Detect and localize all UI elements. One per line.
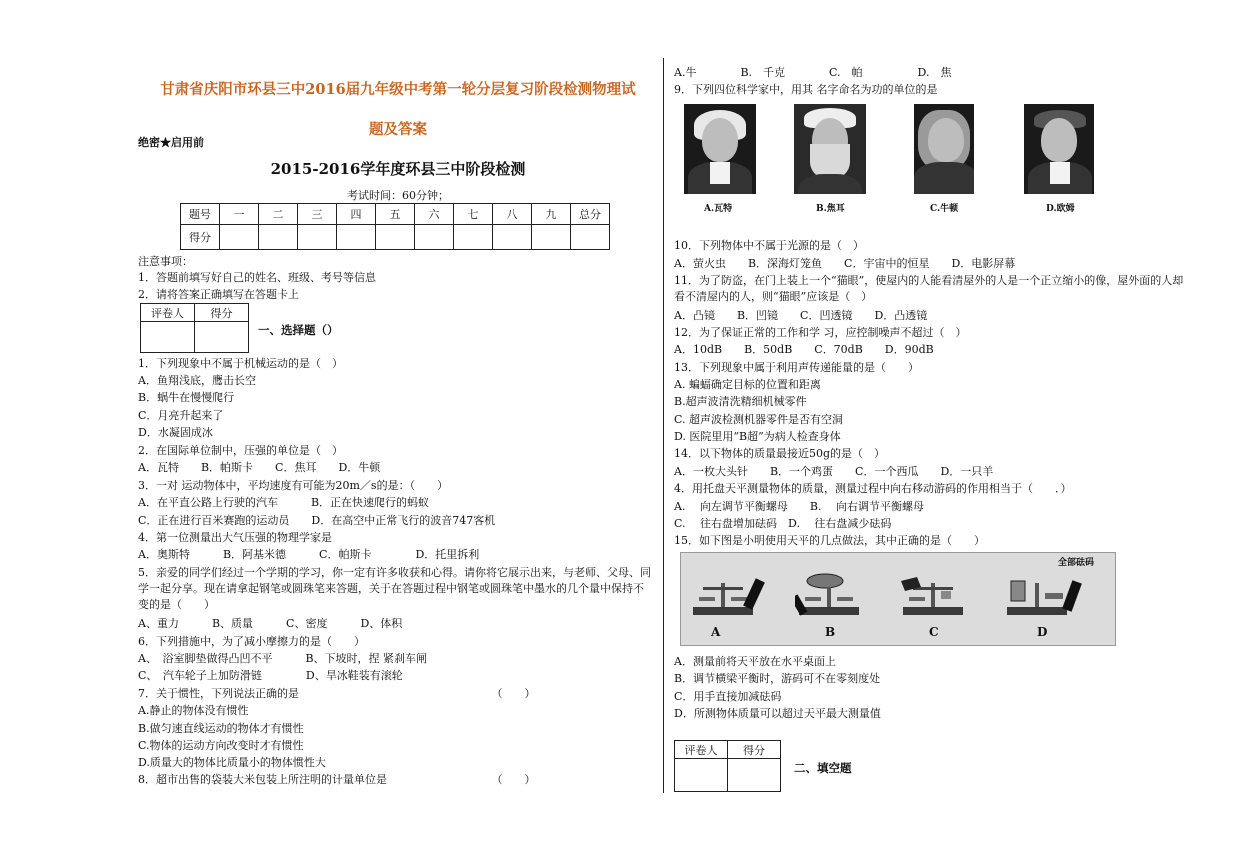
question-line: A．奥斯特 B．阿基米德 C．帕斯卡 D．托里拆利 bbox=[138, 548, 480, 561]
score-cell bbox=[571, 225, 610, 250]
grader-cell bbox=[728, 759, 781, 792]
score-cell: 一 bbox=[220, 204, 259, 225]
score-cell: 四 bbox=[337, 204, 376, 225]
question-line: C.物体的运动方向改变时才有惯性 bbox=[138, 739, 304, 752]
score-cell bbox=[415, 225, 454, 250]
section-heading: 二、填空题 bbox=[794, 761, 852, 775]
grader-cell bbox=[675, 759, 728, 792]
question-line: A．在平直公路上行驶的汽车 B．正在快速爬行的蚂蚁 bbox=[138, 496, 430, 509]
score-cell: 九 bbox=[532, 204, 571, 225]
score-cell bbox=[298, 225, 337, 250]
question-line: 11．为了防盗，在门上装上一个“猫眼”，使屋内的人能看清屋外的人是一个正立缩小的像，屋外面的人却看不清屋内的人，则“猫眼”应该是（ ） bbox=[674, 274, 1184, 303]
column-divider bbox=[663, 58, 664, 793]
question-line: 14．以下物体的质量最接近50g的是（ ） bbox=[674, 447, 886, 460]
question-line: 13．下列现象中属于利用声传递能量的是（ ） bbox=[674, 361, 919, 374]
question-line: A、重力 B、质量 C、密度 D、体积 bbox=[138, 617, 403, 630]
grader-box bbox=[140, 303, 249, 353]
score-cell bbox=[337, 225, 376, 250]
exam-time: 考试时间：60分钟； bbox=[347, 189, 449, 202]
question-line: B．蜗牛在慢慢爬行 bbox=[138, 391, 235, 404]
question-line: A. 向左调节平衡螺母 B. 向右调节平衡螺母 bbox=[674, 500, 925, 513]
question-line: 15．如下图是小明使用天平的几点做法，其中正确的是（ ） bbox=[674, 534, 985, 547]
score-cell: 七 bbox=[454, 204, 493, 225]
question-line: C. 超声波检测机器零件是否有空洞 bbox=[674, 413, 844, 426]
score-cell: 题号 bbox=[181, 204, 220, 225]
score-cell: 三 bbox=[298, 204, 337, 225]
question-line: 8．超市出售的袋装大米包装上所注明的计量单位是 （ ） bbox=[138, 773, 536, 786]
note-item: 2．请将答案正确填写在答题卡上 bbox=[138, 288, 299, 301]
scientist-caption: C.牛顿 bbox=[930, 204, 959, 214]
question-line: B.超声波清洗精细机械零件 bbox=[674, 395, 807, 408]
doc-title bbox=[138, 70, 658, 150]
scientist-caption: B.焦耳 bbox=[816, 204, 845, 214]
balance-label: B bbox=[825, 625, 836, 639]
question-line: A．10dB B．50dB C．70dB D．90dB bbox=[674, 343, 934, 356]
question-line: A.静止的物体没有惯性 bbox=[138, 704, 249, 717]
question-line: C．用手直接加减砝码 bbox=[674, 690, 782, 703]
question-line: 5．亲爱的同学们经过一个学期的学习，你一定有许多收获和心得。请你将它展示出来，与老师、父母、同学一起分享。现在请拿起钢笔或圆珠笔来答题，关于在答题过程中钢笔或圆珠笔中墨水的几个量中保持不变的是（ ） bbox=[138, 566, 651, 611]
grader-score-label: 得分 bbox=[195, 304, 249, 322]
grader-reviewer-label: 评卷人 bbox=[675, 741, 728, 759]
score-table-score-row bbox=[181, 225, 610, 250]
score-cell bbox=[376, 225, 415, 250]
score-cell: 二 bbox=[259, 204, 298, 225]
score-cell bbox=[220, 225, 259, 250]
question-line: A.牛 B. 千克 C. 帕 D. 焦 bbox=[674, 66, 952, 79]
question-line: 6．下列措施中，为了减小摩擦力的是（ ） bbox=[138, 635, 365, 648]
question-line: 2．在国际单位制中，压强的单位是（ ） bbox=[138, 444, 343, 457]
question-line: A．凸镜 B．凹镜 C．凹透镜 D．凸透镜 bbox=[674, 309, 928, 322]
portrait-joule-image bbox=[794, 104, 866, 194]
balance-image-a bbox=[689, 573, 769, 619]
section-heading: 一、选择题（） bbox=[258, 323, 339, 337]
exam-title: 2015-2016学年度环县三中阶段检测 bbox=[270, 160, 526, 178]
question-line: D．所测物体质量可以超过天平最大测量值 bbox=[674, 707, 881, 720]
question-line: C、 汽车轮子上加防滑链 D、旱冰鞋装有滚轮 bbox=[138, 669, 403, 682]
score-cell bbox=[532, 225, 571, 250]
score-cell bbox=[454, 225, 493, 250]
balance-figure bbox=[680, 552, 1116, 646]
balance-label: D bbox=[1037, 625, 1048, 639]
balance-label: C bbox=[929, 625, 939, 639]
balance-note: 全部砝码 bbox=[1058, 558, 1095, 568]
score-table-header-row bbox=[181, 204, 610, 225]
question-line: 1．下列现象中不属于机械运动的是（ ） bbox=[138, 357, 343, 370]
question-line: 3．一对 运动物体中，平均速度有可能为20m／s的是：（ ） bbox=[138, 479, 449, 492]
secret-label: 绝密★启用前 bbox=[138, 136, 204, 149]
question-line: C．正在进行百米赛跑的运动员 D．在高空中正常飞行的波音747客机 bbox=[138, 514, 496, 527]
grader-reviewer-label: 评卷人 bbox=[141, 304, 195, 322]
question-line: A．鱼翔浅底，鹰击长空 bbox=[138, 374, 256, 387]
grader-score-label: 得分 bbox=[728, 741, 781, 759]
question-line: A. 蝙蝠确定目标的位置和距离 bbox=[674, 378, 821, 391]
score-cell: 总分 bbox=[571, 204, 610, 225]
question-line: D.质量大的物体比质量小的物体惯性大 bbox=[138, 756, 326, 769]
grader-cell bbox=[195, 322, 249, 353]
question-line: A．一枚大头针 B．一个鸡蛋 C．一个西瓜 D．一只羊 bbox=[674, 465, 994, 478]
question-line: B．调节横梁平衡时，游码可不在零刻度处 bbox=[674, 672, 881, 685]
question-line: A．测量前将天平放在水平桌面上 bbox=[674, 655, 836, 668]
doc-title-line2: 题及答案 bbox=[369, 121, 427, 138]
portrait-watt-image bbox=[684, 104, 756, 194]
grader-box bbox=[674, 740, 781, 792]
notes-heading: 注意事项： bbox=[138, 255, 193, 268]
question-line: B.做匀速直线运动的物体才有惯性 bbox=[138, 722, 304, 735]
question-line: 7．关于惯性，下列说法正确的是 （ ） bbox=[138, 687, 536, 700]
question-line: A．萤火虫 B．深海灯笼鱼 C．宇宙中的恒星 D．电影屏幕 bbox=[674, 257, 1016, 270]
balance-image-c bbox=[899, 573, 979, 619]
balance-label: A bbox=[711, 625, 721, 639]
question-line: 4．用托盘天平测量物体的质量，测量过程中向右移动游码的作用相当于（ ．） bbox=[674, 482, 1072, 495]
question-line: A、 浴室脚垫做得凸凹不平 B、下坡时，捏 紧刹车闸 bbox=[138, 652, 428, 665]
scientist-caption: D.欧姆 bbox=[1046, 204, 1075, 214]
question-line: 9．下列四位科学家中，用其 名字命名为功的单位的是 bbox=[674, 83, 938, 96]
scientist-caption: A.瓦特 bbox=[704, 204, 733, 214]
score-cell: 六 bbox=[415, 204, 454, 225]
score-cell: 五 bbox=[376, 204, 415, 225]
portrait-ohm-image bbox=[1024, 104, 1094, 194]
balance-image-d bbox=[1003, 573, 1083, 619]
score-cell: 八 bbox=[493, 204, 532, 225]
question-line: 10．下列物体中不属于光源的是（ ） bbox=[674, 239, 864, 252]
question-line: C. 往右盘增加砝码 D. 往右盘减少砝码 bbox=[674, 517, 892, 530]
grader-cell bbox=[141, 322, 195, 353]
question-line: C．月亮升起来了 bbox=[138, 409, 224, 422]
question-line: D. 医院里用“B超”为病人检查身体 bbox=[674, 430, 841, 443]
score-cell: 得分 bbox=[181, 225, 220, 250]
portrait-newton-image bbox=[914, 104, 974, 194]
question-line: D．水凝固成冰 bbox=[138, 426, 213, 439]
score-cell bbox=[493, 225, 532, 250]
question-line: 4．第一位测量出大气压强的物理学家是 bbox=[138, 531, 332, 544]
score-cell bbox=[259, 225, 298, 250]
balance-image-b bbox=[795, 573, 875, 619]
question-line: 12．为了保证正常的工作和学 习，应控制噪声不超过（ ） bbox=[674, 326, 967, 339]
doc-title-line1: 甘肃省庆阳市环县三中2016届九年级中考第一轮分层复习阶段检测物理试 bbox=[160, 81, 636, 98]
score-table bbox=[180, 203, 610, 250]
note-item: 1．答题前填写好自己的姓名、班级、考号等信息 bbox=[138, 271, 376, 284]
question-line: A．瓦特 B．帕斯卡 C．焦耳 D．牛顿 bbox=[138, 461, 381, 474]
